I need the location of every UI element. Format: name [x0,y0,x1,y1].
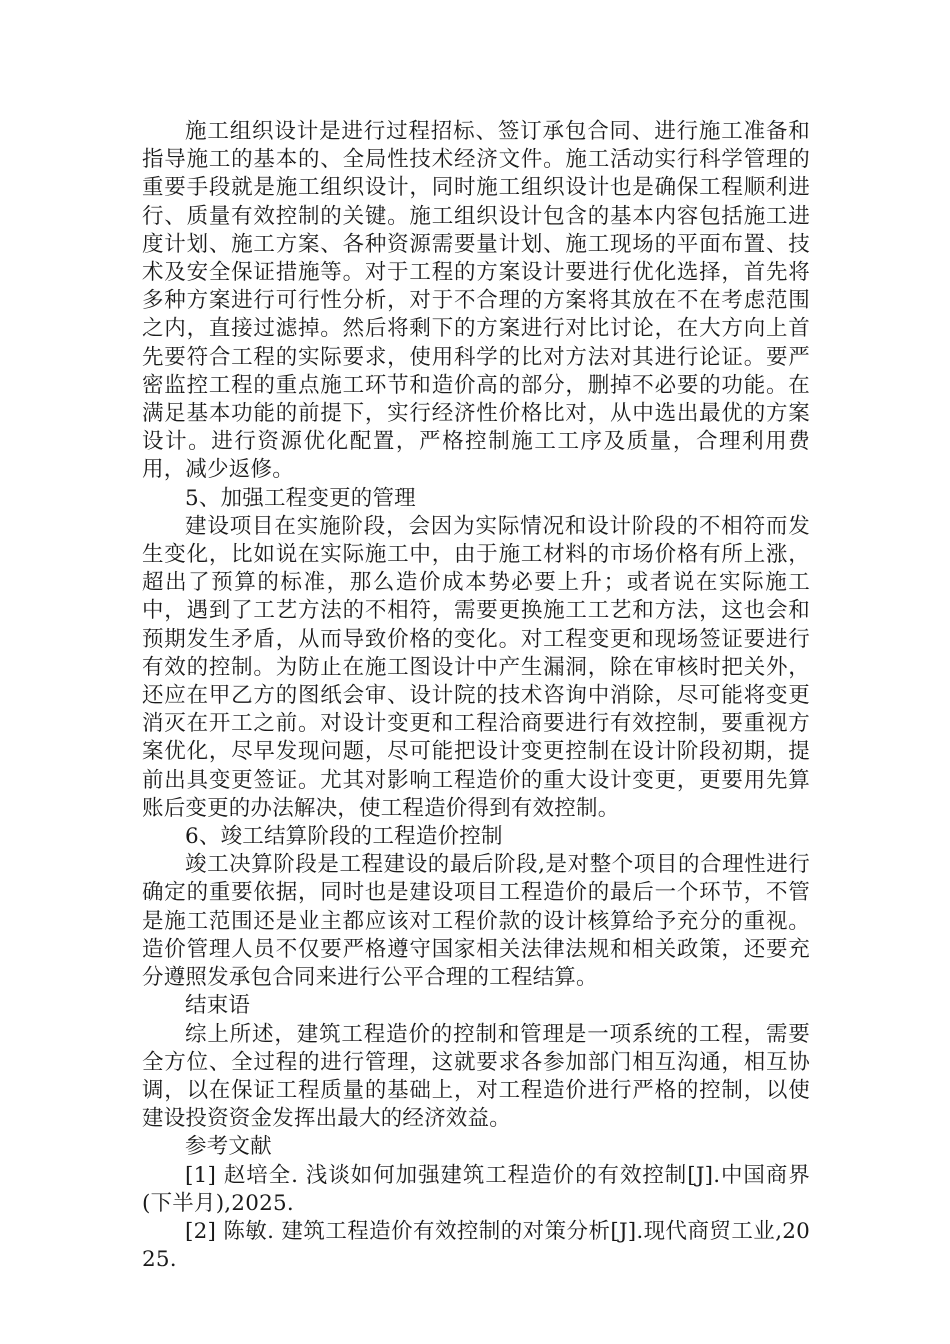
reference-1: [1] 赵培全. 浅谈如何加强建筑工程造价的有效控制[J].中国商界(下半月),2025. [142,1162,810,1216]
reference-2: [2] 陈敏. 建筑工程造价有效控制的对策分析[J].现代商贸工业,2025. [142,1218,810,1273]
heading-section-6: 6、竣工结算阶段的工程造价控制 [185,824,503,850]
heading-conclusion: 结束语 [185,993,251,1019]
heading-section-5: 5、加强工程变更的管理 [185,485,416,511]
paragraph-change-management: 建设项目在实施阶段，会因为实际情况和设计阶段的不相符而发生变化，比如说在实际施工中，由于施工材料的市场价格有所上涨，超出了预算的标准，那么造价成本势必要上升；或者说在实际施工中，遇到了工艺方法的不相符，需要更换施工工艺和方法，这也会和预期发生矛盾，从而导致价格的变化。对工程变更和现场签证要进行有效的控制。为防止在施工图设计中产生漏洞，除在审核时把关外，还应在甲乙方的图纸会审、设计院的技术咨询中消除，尽可能将变更消灭在开工之前。对设计变更和工程洽商要进行有效控制，要重视方案优化，尽早发现问题，尽可能把设计变更控制在设计阶段初期，提前出具变更签证。尤其对影响工程造价的重大设计变更，更要用先算账后变更的办法解决，使工程造价得到有效控制。 [142,513,810,821]
paragraph-conclusion: 综上所述，建筑工程造价的控制和管理是一项系统的工程，需要全方位、全过程的进行管理，这就要求各参加部门相互沟通，相互协调，以在保证工程质量的基础上，对工程造价进行严格的控制，以使建设投资资金发挥出最大的经济效益。 [142,1021,810,1132]
document-body [142,118,810,1274]
paragraph-completion-settlement: 竣工决算阶段是工程建设的最后阶段,是对整个项目的合理性进行确定的重要依据，同时也是建设项目工程造价的最后一个环节，不管是施工范围还是业主都应该对工程价款的设计核算给予充分的重视。造价管理人员不仅要严格遵守国家相关法律法规和相关政策，还要充分遵照发承包合同来进行公平合理的工程结算。 [142,852,810,991]
paragraph-construction-design: 施工组织设计是进行过程招标、签订承包合同、进行施工准备和指导施工的基本的、全局性技术经济文件。施工活动实行科学管理的重要手段就是施工组织设计，同时施工组织设计也是确保工程顺利进行、质量有效控制的关键。施工组织设计包含的基本内容包括施工进度计划、施工方案、各种资源需要量计划、施工现场的平面布置、技术及安全保证措施等。对于工程的方案设计要进行优化选择，首先将多种方案进行可行性分析，对于不合理的方案将其放在不在考虑范围之内，直接过滤掉。然后将剩下的方案进行对比讨论，在大方向上首先要符合工程的实际要求，使用科学的比对方法对其进行论证。要严密监控工程的重点施工环节和造价高的部分，删掉不必要的功能。在满足基本功能的前提下，实行经济性价格比对，从中选出最优的方案设计。进行资源优化配置，严格控制施工工序及质量，合理利用费用，减少返修。 [142,119,810,483]
heading-references: 参考文献 [185,1134,272,1160]
